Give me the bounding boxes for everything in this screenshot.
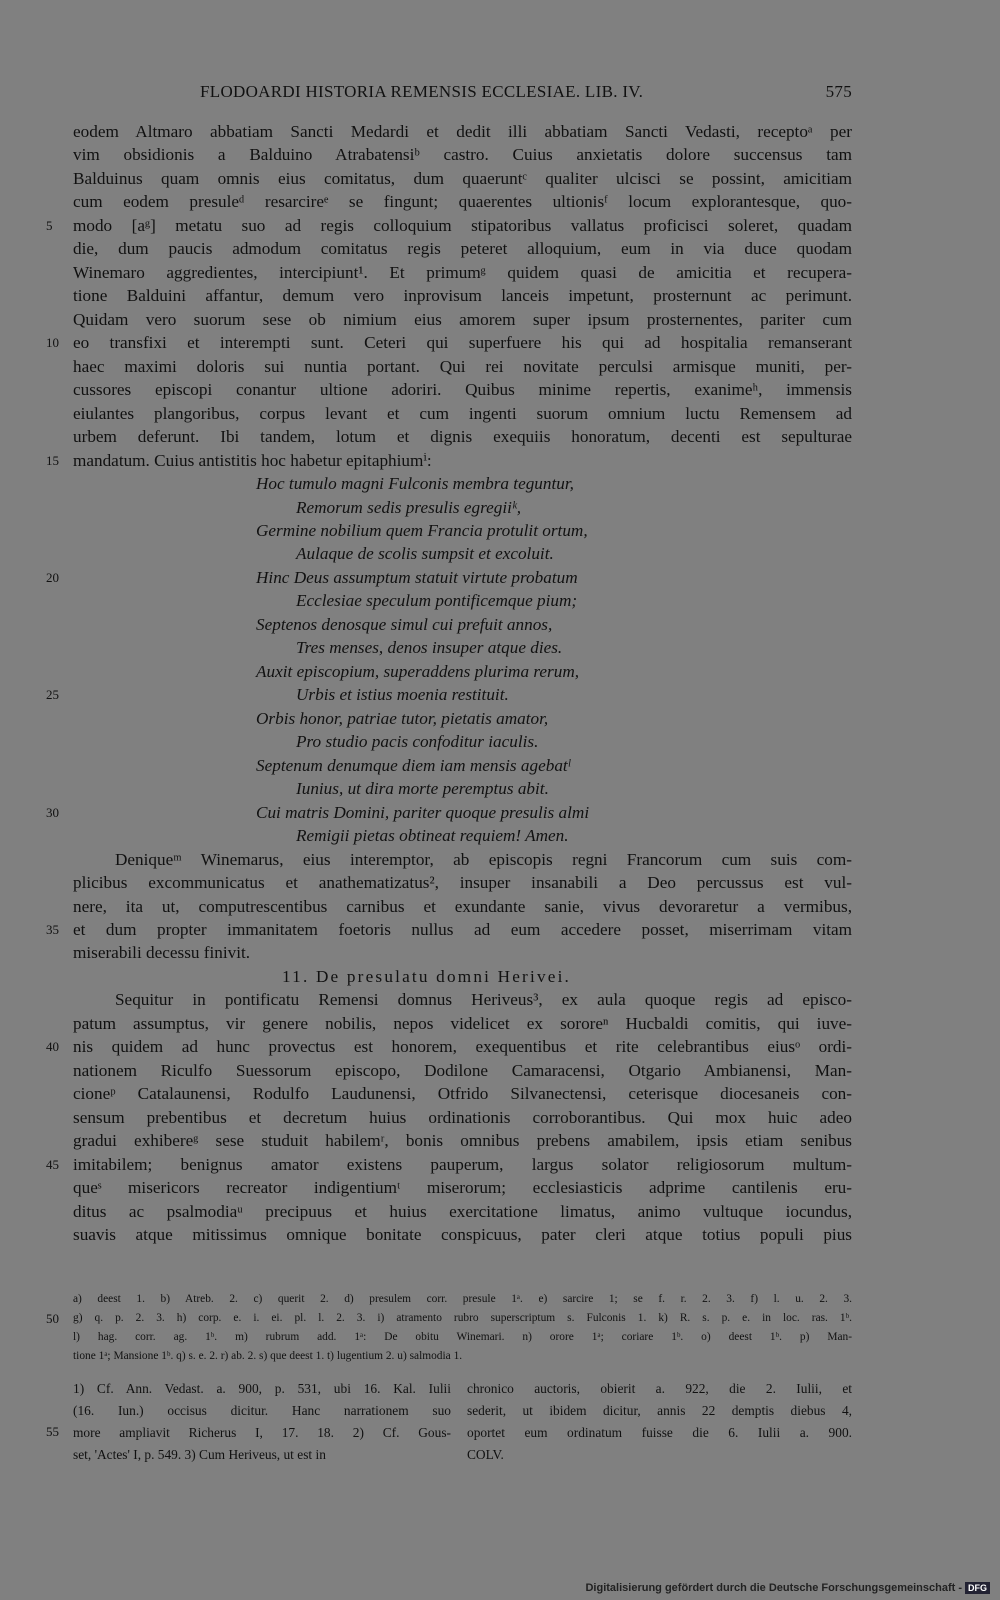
body-line: gradui exhibereᵍ sese studuit habilemʳ, bonis omnibus prebens amabilem, ipsis etiam senibus xyxy=(73,1131,852,1150)
poem-line: Septenum denumque diem iam mensis agebatˡ xyxy=(256,756,571,775)
body-line: tione Balduini affantur, demum vero inprovisum lanceis impetunt, prosternunt ac perimunt. xyxy=(73,286,852,305)
margin-line-number: 50 xyxy=(46,1311,59,1326)
running-title: FLODOARDI HISTORIA REMENSIS ECCLESIAE. LIB. IV. xyxy=(200,82,644,101)
poem-line: Auxit episcopium, superaddens plurima rerum, xyxy=(256,662,580,681)
note-line-right: oportet eum ordinatum fuisse die 6. Iulii a. 900. xyxy=(467,1425,852,1440)
body-line: eodem Altmaro abbatiam Sancti Medardi et dedit illi abbatiam Sancti Vedasti, receptoᵃ per xyxy=(73,122,852,141)
body-line: ditus ac psalmodiaᵘ precipuus et huius exercitatione limatus, animo vultuque iocundus, xyxy=(73,1202,852,1221)
margin-line-number: 55 xyxy=(46,1424,59,1439)
body-line: nis quidem ad hunc provectus est honorem, exequentibus et rite celebrantibus eiusᵒ ordi- xyxy=(73,1037,852,1056)
body-line: nationem Riculfo Suessorum episcopo, Dodilone Camaracensi, Otgario Ambianensi, Man- xyxy=(73,1061,852,1080)
margin-line-number: 45 xyxy=(46,1157,59,1172)
body-line: cioneᵖ Catalaunensi, Rodulfo Laudunensi, Otfrido Silvanectensi, ceterisque diocesaneis con- xyxy=(73,1084,852,1103)
body-line: suavis atque mitissimus omnique bonitate conspicuus, pater cleri atque totius populi pius xyxy=(73,1225,852,1244)
body-line: sensum prebentibus et decretum huius ordinationis corroborantibus. Qui mox huic adeo xyxy=(73,1108,852,1127)
poem-line: Pro studio pacis confoditur iaculis. xyxy=(296,732,539,751)
margin-line-number: 15 xyxy=(46,453,59,468)
body-line: Winemaro aggredientes, intercipiunt¹. Et primumᵍ quidem quasi de amicitia et recupera- xyxy=(73,263,852,282)
poem-line: Remigii pietas obtineat requiem! Amen. xyxy=(296,826,569,845)
body-line: haec maximi doloris sui nuntia portant. Qui rei novitate perculsi armisque muniti, per- xyxy=(73,357,852,376)
margin-line-number: 10 xyxy=(46,335,59,350)
apparatus-note-line: l) hag. corr. ag. 1ᵇ. m) rubrum add. 1ᵃ: De obitu Winemari. n) orore 1ᵃ; coriare 1ᵇ. o) deest 1ᵇ. p) Man- xyxy=(73,1331,852,1343)
credit-text: Digitalisierung gefördert durch die Deutsche Forschungsgemeinschaft - xyxy=(585,1582,962,1594)
body-line: et dum propter immanitatem foetoris nullus ad eum accedere posset, miserrimam vitam xyxy=(73,920,852,939)
poem-line: Ecclesiae speculum pontificemque pium; xyxy=(296,591,578,610)
body-line: vim obsidionis a Balduino Atrabatensiᵇ castro. Cuius anxietatis dolore succensus tam xyxy=(73,145,852,164)
poem-line: Septenos denosque simul cui prefuit annos, xyxy=(256,615,553,634)
poem-line: Tres menses, denos insuper atque dies. xyxy=(296,638,563,657)
poem-line: Cui matris Domini, pariter quoque presulis almi xyxy=(256,803,590,822)
margin-line-number: 35 xyxy=(46,922,59,937)
page-number: 575 xyxy=(825,82,852,101)
poem-line: Hoc tumulo magni Fulconis membra teguntur, xyxy=(256,474,574,493)
margin-line-number: 30 xyxy=(46,805,59,820)
body-line: Quidam vero suorum sese ob nimium eius amorem super ipsum prosternentes, pariter cum xyxy=(73,310,852,329)
note-line-right: chronico auctoris, obierit a. 922, die 2. Iulii, et xyxy=(467,1381,852,1396)
body-line: Sequitur in pontificatu Remensi domnus Heriveus³, ex aula quoque regis ad episco- xyxy=(115,990,852,1009)
body-line: imitabilem; benignus amator existens pauperum, largus solator religiosorum multum- xyxy=(73,1155,852,1174)
body-line: cussores episcopi conantur ultione adoriri. Quibus minime repertis, exanimeʰ, immensis xyxy=(73,380,852,399)
body-line: mandatum. Cuius antistitis hoc habetur epitaphiumⁱ: xyxy=(73,451,432,470)
note-line-left: (16. Iun.) occisus dicitur. Hanc narrationem suo xyxy=(73,1403,451,1418)
body-line: modo [aᵍ] metatu suo ad regis colloquium stipatoribus vallatus proficisci soleret, quadam xyxy=(73,216,852,235)
note-line-right: COLV. xyxy=(467,1447,504,1462)
margin-line-number: 5 xyxy=(46,218,53,233)
body-line: miserabili decessu finivit. xyxy=(73,943,251,962)
margin-line-number: 40 xyxy=(46,1039,59,1054)
body-line: patum assumptus, vir genere nobilis, nepos videlicet ex sororeⁿ Hucbaldi comitis, qui iuve- xyxy=(73,1014,852,1033)
body-line: cum eodem presuleᵈ resarcireᵉ se fingunt; quaerentes ultionisᶠ locum explorantesque, quo- xyxy=(73,192,852,211)
body-line: eo transfixi et interempti sunt. Ceteri qui superfuere his qui ad hospitalia remanserant xyxy=(73,333,852,352)
margin-line-number: 25 xyxy=(46,687,59,702)
body-line: Balduinus quam omnis eius comitatus, dum quaeruntᶜ qualiter ulcisci se possint, amicitiam xyxy=(73,169,852,188)
body-line: Deniqueᵐ Winemarus, eius interemptor, ab episcopis regni Francorum cum suis com- xyxy=(115,850,852,869)
dfg-logo: DFG xyxy=(965,1582,990,1594)
note-line-left: set, 'Actes' I, p. 549. 3) Cum Heriveus, ut est in xyxy=(73,1447,326,1462)
note-line-left: more ampliavit Richerus I, 17. 18. 2) Cf. Gous- xyxy=(73,1425,451,1440)
poem-line: Orbis honor, patriae tutor, pietatis amator, xyxy=(256,709,549,728)
apparatus-note-line: tione 1ᵃ; Mansione 1ᵇ. q) s. e. 2. r) ab. 2. s) que deest 1. t) lugentium 2. u) salmodia 1. xyxy=(73,1350,463,1362)
apparatus-note-line: g) q. p. 2. 3. h) corp. e. i. ei. pl. l. 2. 3. i) atramento rubro superscriptum s. Fulconis 1. k) R. s. p. e. in loc. ras. 1ᵇ. xyxy=(73,1312,852,1324)
body-line: nere, ita ut, computrescentibus carnibus et exundante sanie, vivus devoraretur a vermibus, xyxy=(73,897,852,916)
body-line: queˢ misericors recreator indigentiumᵗ miserorum; ecclesiasticis adprime cantilenis eru- xyxy=(73,1178,852,1197)
body-line: eiulantes plangoribus, corpus levant et cum ingenti suorum omnium luctu Remensem ad xyxy=(73,404,852,423)
body-line: plicibus excommunicatus et anathematizatus², insuper insanabili a Deo percussus est vul- xyxy=(73,873,852,892)
note-line-left: 1) Cf. Ann. Vedast. a. 900, p. 531, ubi 16. Kal. Iulii xyxy=(73,1381,451,1396)
note-line-right: sederit, ut ibidem dicitur, annis 22 demptis diebus 4, xyxy=(467,1403,852,1418)
digitization-credit xyxy=(585,1582,990,1594)
poem-line: Urbis et istius moenia restituit. xyxy=(296,685,509,704)
poem-line: Iunius, ut dira morte peremptus abit. xyxy=(296,779,549,798)
poem-line: Hinc Deus assumptum statuit virtute probatum xyxy=(256,568,578,587)
section-heading: 11. De presulatu domni Herivei. xyxy=(282,967,572,986)
body-line: die, dum paucis admodum comitatus regis peteret alloquium, eum in via duce quodam xyxy=(73,239,852,258)
margin-line-number: 20 xyxy=(46,570,59,585)
poem-line: Germine nobilium quem Francia protulit ortum, xyxy=(256,521,588,540)
body-line: urbem deferunt. Ibi tandem, lotum et dignis exequiis honoratum, decenti est sepulturae xyxy=(73,427,852,446)
poem-line: Aulaque de scolis sumpsit et excoluit. xyxy=(296,544,554,563)
apparatus-note-line: a) deest 1. b) Atreb. 2. c) querit 2. d) presulem corr. presule 1ᵃ. e) sarcire 1; se f. r. 2. 3. f) l. u. 2. 3. xyxy=(73,1293,852,1305)
poem-line: Remorum sedis presulis egregiiᵏ, xyxy=(296,498,522,517)
